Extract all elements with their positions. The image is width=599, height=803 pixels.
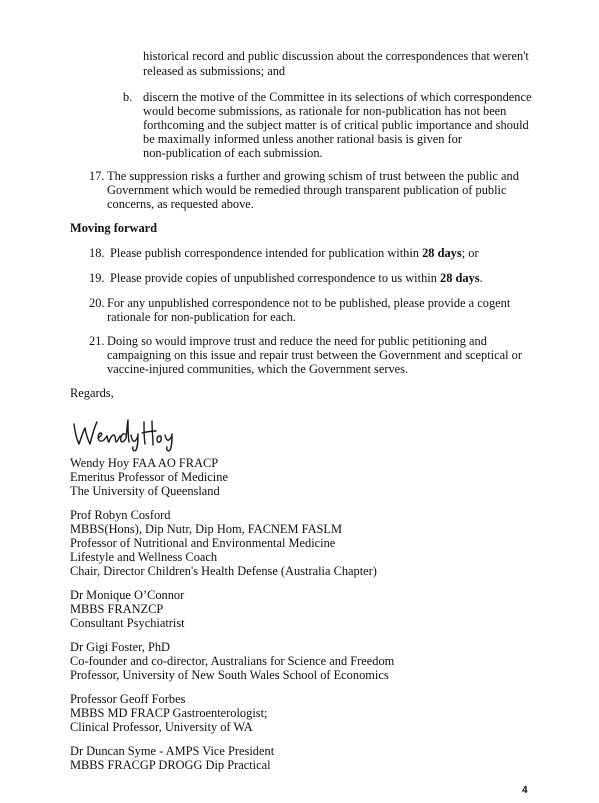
signatory-line: Consultant Psychiatrist: [70, 616, 185, 630]
signatory-line: Emeritus Professor of Medicine: [70, 470, 228, 484]
item-number: 19.: [89, 271, 105, 285]
signatory-line: Clinical Professor, University of WA: [70, 720, 253, 734]
list-item-line: discern the motive of the Committee in its selections of which correspondence: [143, 90, 532, 104]
signatory-line: MBBS(Hons), Dip Nutr, Dip Hom, FACNEM FASLM: [70, 522, 343, 536]
section-heading: Moving forward: [70, 221, 158, 235]
signatory-line: Wendy Hoy FAA AO FRACP: [70, 456, 219, 470]
signatory-line: Dr Duncan Syme - AMPS Vice President: [70, 744, 275, 758]
signatory-line: The University of Queensland: [70, 484, 220, 498]
item-number: 20.: [89, 296, 105, 310]
item-line: Please publish correspondence intended for publication within 28 days; or: [110, 246, 479, 260]
signatory-line: Dr Monique O’Connor: [70, 588, 185, 602]
signatory-line: Co-founder and co-director, Australians for Science and Freedom: [70, 654, 395, 668]
list-item-line: be maximally informed unless another rational basis is given for: [143, 132, 462, 146]
signatory-line: Prof Robyn Cosford: [70, 508, 171, 522]
item-line: concerns, as requested above.: [107, 197, 254, 211]
handwritten-signature: [70, 414, 180, 454]
item-number: 18.: [89, 246, 105, 260]
signatory-line: Dr Gigi Foster, PhD: [70, 640, 171, 654]
closing: Regards,: [70, 386, 114, 400]
list-item-line: would become submissions, as rationale for non-publication has not been: [143, 104, 507, 118]
list-item-line: non-publication of each submission.: [143, 146, 323, 160]
item-line: For any unpublished correspondence not to be published, please provide a cogent: [107, 296, 511, 310]
item-line: Please provide copies of unpublished correspondence to us within 28 days.: [110, 271, 483, 285]
signatory-line: Professor of Nutritional and Environmental Medicine: [70, 536, 336, 550]
signatory-line: Chair, Director Children's Health Defense (Australia Chapter): [70, 564, 377, 578]
list-marker: b.: [123, 90, 133, 104]
signatory-line: Professor, University of New South Wales School of Economics: [70, 668, 389, 682]
signatory-line: MBBS FRANZCP: [70, 602, 164, 616]
item-line: rationale for non-publication for each.: [107, 310, 296, 324]
item-number: 21.: [89, 334, 105, 348]
item-line: The suppression risks a further and growing schism of trust between the public and: [107, 169, 519, 183]
item-line: Doing so would improve trust and reduce the need for public petitioning and: [107, 334, 487, 348]
signatory-line: MBBS MD FRACP Gastroenterologist;: [70, 706, 268, 720]
list-item-line: forthcoming and the subject matter is of critical public importance and should: [143, 118, 529, 132]
signatory-line: Professor Geoff Forbes: [70, 692, 186, 706]
item-line: vaccine-injured communities, which the Government serves.: [107, 362, 409, 376]
signatory-line: Lifestyle and Wellness Coach: [70, 550, 218, 564]
item-line: campaigning on this issue and repair trust between the Government and sceptical or: [107, 348, 522, 362]
item-line: Government which would be remedied through transparent publication of public: [107, 183, 507, 197]
item-number: 17.: [89, 169, 105, 183]
signatory-line: MBBS FRACGP DROGG Dip Practical: [70, 758, 271, 772]
continuation-line: historical record and public discussion about the correspondences that weren't: [143, 49, 529, 63]
page-number: 4: [522, 785, 528, 796]
continuation-line: released as submissions; and: [143, 64, 286, 78]
